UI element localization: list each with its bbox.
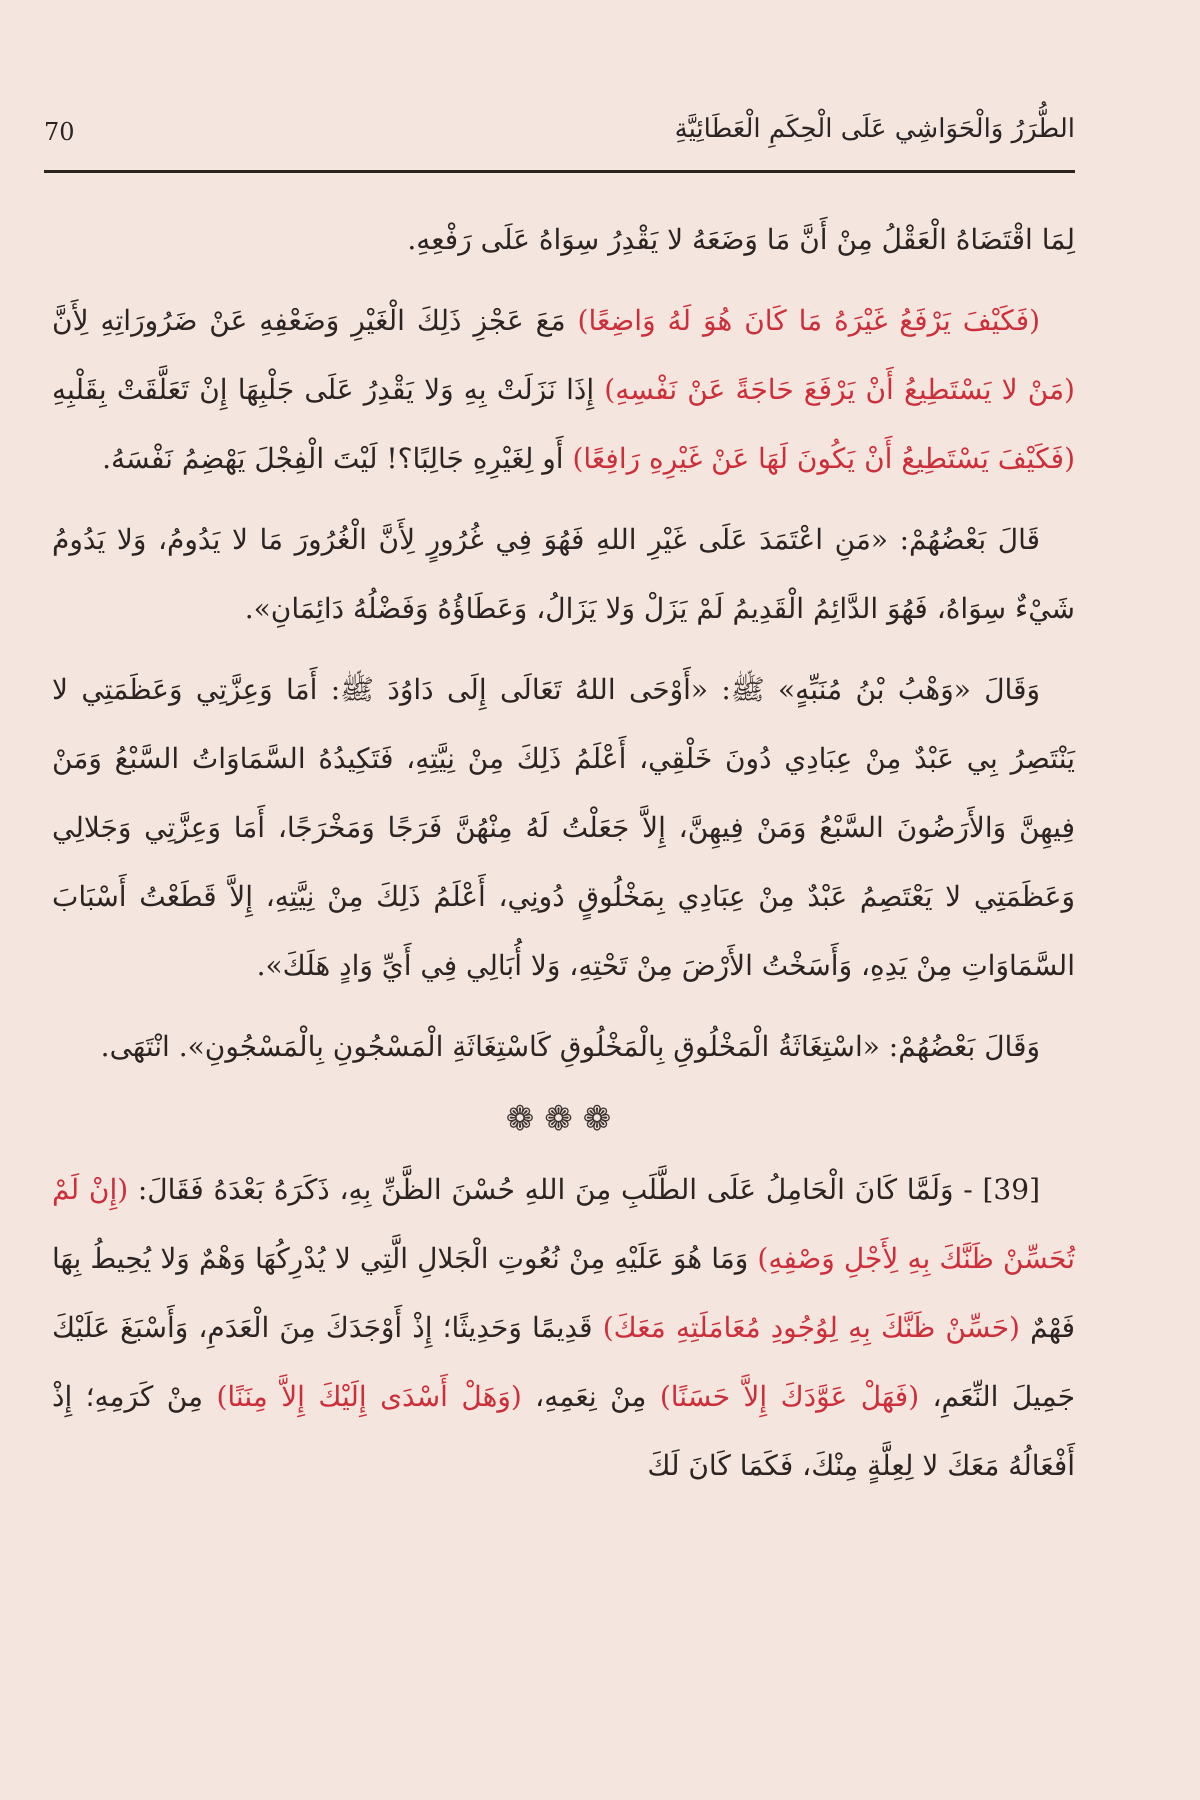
paragraph-5: وَقَالَ بَعْضُهُمْ: «اسْتِغَاثَةُ الْمَخْلُوقِ بِالْمَخْلُوقِ كَاسْتِغَاثَةِ الْمَسْجُونِ بِالْمَسْجُونِ». انْتَهَى. <box>100 1030 1040 1063</box>
text-segment: مِنْ كَرَمِهِ؛ إِذْ أَفْعَالُهُ مَعَكَ لا لِعِلَّةٍ مِنْكَ، فَكَمَا كَانَ لَكَ <box>52 1380 1075 1482</box>
page-header <box>44 108 1075 164</box>
paragraph-6 <box>52 1155 1075 1500</box>
page-body <box>52 205 1075 1500</box>
paragraph-2 <box>52 286 1075 493</box>
quote-6: (فَهَلْ عَوَّدَكَ إِلاَّ حَسَنًا) <box>659 1380 920 1413</box>
quote-5: (حَسِّنْ ظَنَّكَ بِهِ لِوُجُودِ مُعَامَلَتِهِ مَعَكَ) <box>602 1311 1020 1344</box>
section-divider-ornament: ❁❁❁ <box>505 1099 622 1139</box>
paragraph-1: لِمَا اقْتَضَاهُ الْعَقْلُ مِنْ أَنَّ مَا وَضَعَهُ لا يَقْدِرُ سِوَاهُ عَلَى رَفْعِهِ. <box>407 223 1075 256</box>
quote-7: (وَهَلْ أَسْدَى إِلَيْكَ إِلاَّ مِنَنًا) <box>216 1380 522 1413</box>
text-segment: [39] - وَلَمَّا كَانَ الْحَامِلُ عَلَى الطَّلَبِ مِنَ اللهِ حُسْنَ الظَّنِّ بِهِ، ذَكَرَهُ بَعْدَهُ فَقَالَ: <box>128 1173 1040 1206</box>
quote-2: (مَنْ لا يَسْتَطِيعُ أَنْ يَرْفَعَ حَاجَةً عَنْ نَفْسِهِ) <box>604 373 1075 406</box>
running-title: الطُّرَرُ وَالْحَوَاشِي عَلَى الْحِكَمِ الْعَطَائِيَّةِ <box>674 114 1075 144</box>
text-segment: أَو لِغَيْرِهِ جَالِبًا؟! لَيْتَ الْفِجْلَ يَهْضِمُ نَفْسَهُ. <box>102 442 573 475</box>
quote-3: (فَكَيْفَ يَسْتَطِيعُ أَنْ يَكُونَ لَهَا عَنْ غَيْرِهِ رَافِعًا) <box>572 442 1075 475</box>
quote-1: (فَكَيْفَ يَرْفَعُ غَيْرَهُ مَا كَانَ هُوَ لَهُ وَاضِعًا) <box>577 304 1040 337</box>
paragraph-4: وَقَالَ «وَهْبُ بْنُ مُنَبِّهٍ» ﷺ: «أَوْحَى اللهُ تَعَالَى إِلَى دَاوُدَ ﷺ: أَمَا وَعِزَّتِي وَعَظَمَتِي لا يَنْتَصِرُ بِي عَبْدٌ مِنْ عِبَادِي دُونَ خَلْقِي، أَعْلَمُ ذَلِكَ مِنْ نِيَّتِهِ، فَتَكِيدُهُ السَّمَاوَاتُ السَّبْعُ وَمَنْ فِيهِنَّ وَالأَرَضُونَ السَّبْعُ وَمَنْ فِيهِنَّ، إِلاَّ جَعَلْتُ لَهُ مِنْهُنَّ فَرَجًا وَمَخْرَجًا، أَمَا وَعِزَّتِي وَجَلالِي وَعَظَمَتِي لا يَعْتَصِمُ عَبْدٌ مِنْ عِبَادِي بِمَخْلُوقٍ دُونِي، أَعْلَمُ ذَلِكَ مِنْ نِيَّتِهِ، إِلاَّ قَطَعْتُ أَسْبَابَ السَّمَاوَاتِ مِنْ يَدِهِ، وَأَسَخْتُ الأَرْضَ مِنْ تَحْتِهِ، وَلا أُبَالِي فِي أَيِّ وَادٍ هَلَكَ». <box>52 673 1075 982</box>
text-segment: مَعَ عَجْزِ ذَلِكَ الْغَيْرِ وَضَعْفِهِ عَنْ ضَرُورَاتِهِ لِأَنَّ <box>52 304 578 337</box>
paragraph-3: قَالَ بَعْضُهُمْ: «مَنِ اعْتَمَدَ عَلَى غَيْرِ اللهِ فَهُوَ فِي غُرُورٍ لِأَنَّ الْغُرُورَ مَا لا يَدُومُ، وَلا يَدُومُ شَيْءٌ سِوَاهُ، فَهُوَ الدَّائِمُ الْقَدِيمُ لَمْ يَزَلْ وَلا يَزَالُ، وَعَطَاؤُهُ وَفَضْلُهُ دَائِمَانِ». <box>52 523 1075 625</box>
text-segment: إِذَا نَزَلَتْ بِهِ وَلا يَقْدِرُ عَلَى جَلْبِهَا إِنْ تَعَلَّقَتْ بِقَلْبِهِ <box>52 373 605 406</box>
page-number: 70 <box>44 118 75 146</box>
text-segment: مِنْ نِعَمِهِ، <box>521 1380 660 1413</box>
text-segment: وَمَا هُوَ عَلَيْهِ مِنْ نُعُوتِ الْجَلالِ الَّتِي لا يُدْرِكُهَا وَهْمٌ وَلا يُحِيطُ بِهَا فَهْمٌ <box>52 1242 1076 1344</box>
header-rule <box>44 170 1075 173</box>
text-segment: قَدِيمًا وَحَدِيثًا؛ إِذْ أَوْجَدَكَ مِنَ الْعَدَمِ، وَأَسْبَغَ عَلَيْكَ جَمِيلَ النِّعَمِ، <box>52 1311 1076 1413</box>
quote-4: (إِنْ لَمْ تُحَسِّنْ ظَنَّكَ بِهِ لِأَجْلِ وَصْفِهِ) <box>52 1173 1075 1275</box>
